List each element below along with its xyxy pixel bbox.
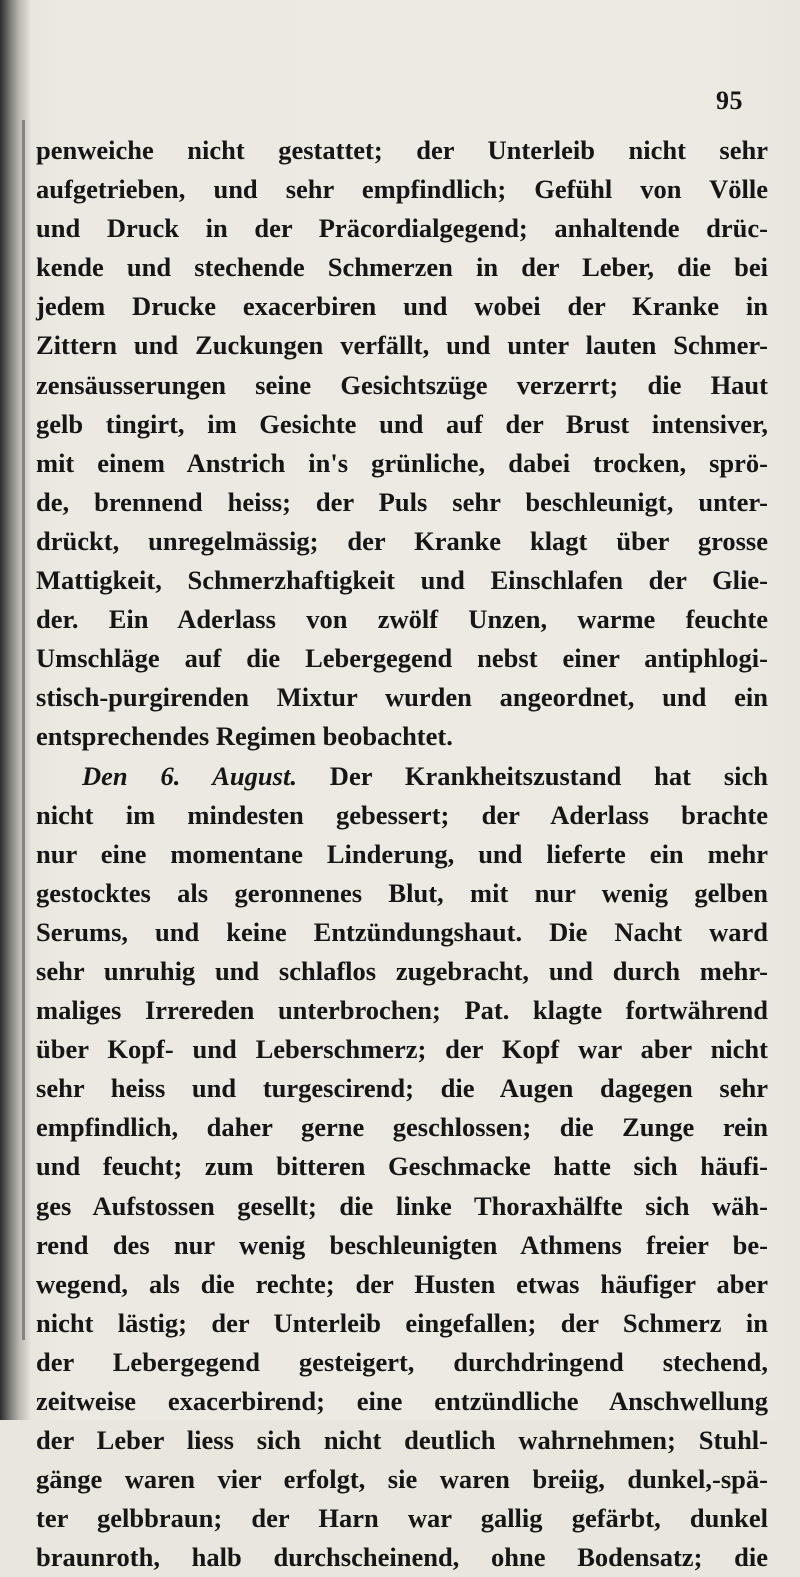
text-line: Zittern und Zuckungen verfällt, und unter lauten Schmer- [36, 330, 768, 361]
page-number: 95 [716, 86, 743, 115]
text-line: nicht lästig; der Unterleib eingefallen; der Schmerz in [36, 1307, 768, 1338]
text-line: ter gelbbraun; der Harn war gallig gefärbt, dunkel [36, 1503, 768, 1534]
text-line: gelb tingirt, im Gesichte und auf der Brust intensiver, [36, 408, 768, 439]
text-line: jedem Drucke exacerbiren und wobei der Kranke in [36, 291, 768, 322]
text-line: gestocktes als geronnenes Blut, mit nur wenig gelben [36, 877, 768, 908]
text-line: nicht im mindesten gebessert; der Aderlass brachte [36, 799, 768, 830]
text-line: rend des nur wenig beschleunigten Athmens freier be- [36, 1229, 768, 1260]
text-line: sehr unruhig und schlaflos zugebracht, und durch mehr- [36, 955, 768, 986]
text-line: ges Aufstossen gesellt; die linke Thoraxhälfte sich wäh- [36, 1190, 768, 1221]
text-line: wegend, als die rechte; der Husten etwas häufiger aber [36, 1268, 768, 1299]
text-line: kende und stechende Schmerzen in der Leber, die bei [36, 252, 768, 283]
page-binding-shadow [0, 0, 30, 1420]
text-line: drückt, unregelmässig; der Kranke klagt über grosse [36, 525, 768, 556]
text-line: maliges Irrereden unterbrochen; Pat. klagte fortwährend [36, 995, 768, 1026]
text-line: Mattigkeit, Schmerzhaftigkeit und Einschlafen der Glie- [36, 565, 768, 596]
text-line: empfindlich, daher gerne geschlossen; die Zunge rein [36, 1112, 768, 1143]
text-line: aufgetrieben, und sehr empfindlich; Gefühl von Völle [36, 174, 768, 205]
body-text [36, 131, 768, 1577]
date-heading: Den 6. August. [82, 760, 297, 791]
text-line: zensäusserungen seine Gesichtszüge verzerrt; die Haut [36, 369, 768, 400]
text-line: über Kopf- und Leberschmerz; der Kopf war aber nicht [36, 1034, 768, 1065]
text-line: der. Ein Aderlass von zwölf Unzen, warme feuchte [36, 604, 768, 635]
text-line: mit einem Anstrich in's grünliche, dabei trocken, sprö- [36, 447, 768, 478]
text-line: Umschläge auf die Lebergegend nebst einer antiphlogi- [36, 643, 768, 674]
text-line: stisch-purgirenden Mixtur wurden angeordnet, und ein [36, 682, 768, 713]
paragraph-start-line [36, 757, 768, 796]
text-line: der Lebergegend gesteigert, durchdringend stechend, [36, 1346, 768, 1377]
text-line: der Leber liess sich nicht deutlich wahrnehmen; Stuhl- [36, 1425, 768, 1456]
text-line: gänge waren vier erfolgt, sie waren breiig, dunkel,-spä- [36, 1464, 768, 1495]
text-line: zeitweise exacerbirend; eine entzündliche Anschwellung [36, 1386, 768, 1416]
text-line: de, brennend heiss; der Puls sehr beschleunigt, unter- [36, 486, 768, 517]
text-line: entsprechendes Regimen beobachtet. [36, 721, 453, 752]
text-line: und feucht; zum bitteren Geschmacke hatte sich häufi- [36, 1151, 768, 1182]
text-line: braunroth, halb durchscheinend, ohne Bodensatz; die [36, 1542, 768, 1573]
text-line: nur eine momentane Linderung, und lieferte ein mehr [36, 838, 768, 869]
text-line: sehr heiss und turgescirend; die Augen dagegen sehr [36, 1073, 768, 1104]
text-line: penweiche nicht gestattet; der Unterleib nicht sehr [36, 135, 768, 165]
gutter-line [22, 120, 25, 1340]
text-line: und Druck in der Präcordialgegend; anhaltende drüc- [36, 213, 768, 244]
text-fragment: Der Krankheitszustand hat sich [296, 760, 769, 791]
text-line: Serums, und keine Entzündungshaut. Die Nacht ward [36, 916, 768, 947]
